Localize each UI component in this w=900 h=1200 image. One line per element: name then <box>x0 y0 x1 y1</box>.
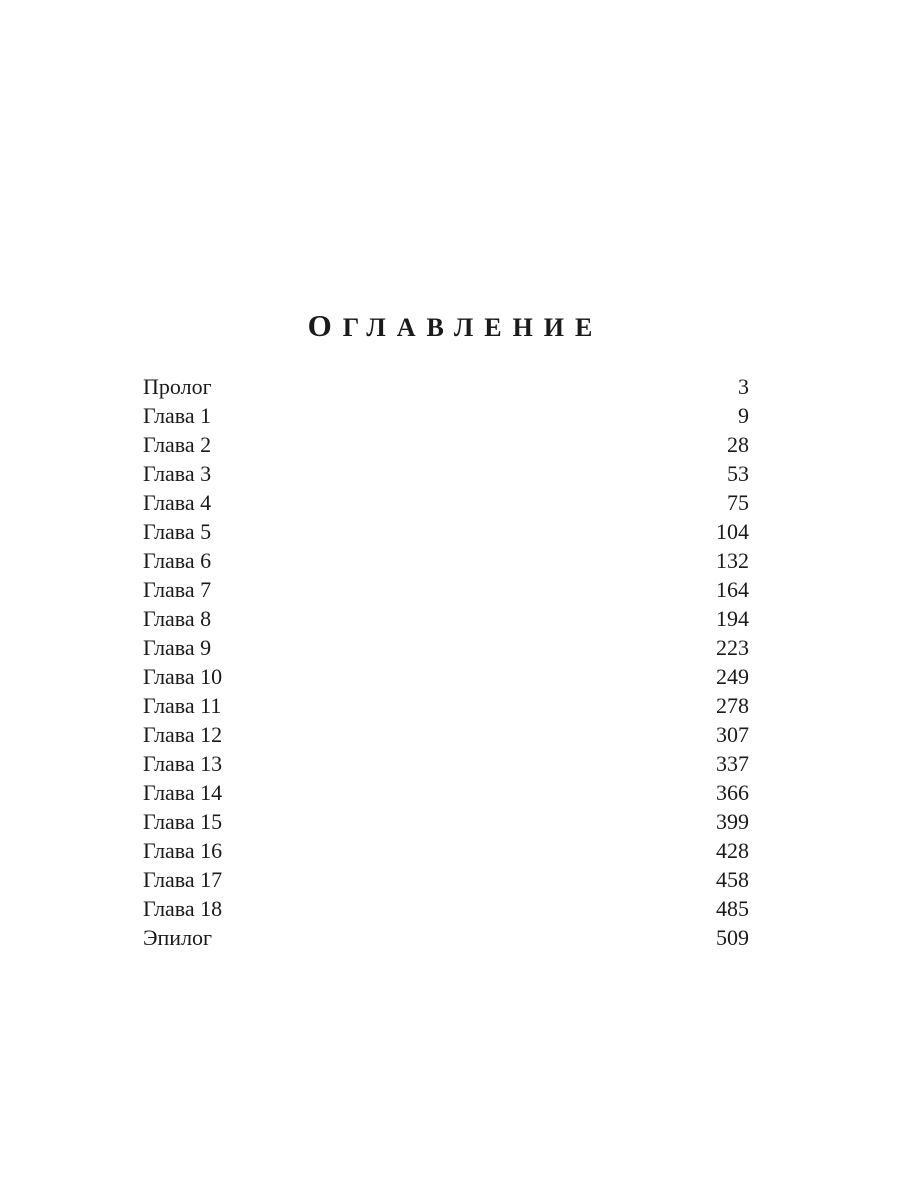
toc-entry[interactable] <box>143 865 749 894</box>
toc-entry-label: Глава 2 <box>143 432 212 457</box>
toc-entry-page-number: 278 <box>716 693 749 718</box>
toc-entry-label: Глава 10 <box>143 664 223 689</box>
toc-entry-page-number: 249 <box>716 664 749 689</box>
toc-entry[interactable] <box>143 430 749 459</box>
toc-entry-label: Глава 13 <box>143 751 223 776</box>
toc-entry-label: Глава 12 <box>143 722 223 747</box>
toc-entry-page-number: 337 <box>716 751 749 776</box>
toc-entry-page-number: 509 <box>716 925 749 950</box>
toc-entry-label: Глава 7 <box>143 577 212 602</box>
toc-entry-label: Пролог <box>143 374 212 399</box>
toc-entry[interactable] <box>143 807 749 836</box>
toc-entry[interactable] <box>143 894 749 923</box>
toc-entry[interactable] <box>143 372 749 401</box>
toc-entry[interactable] <box>143 604 749 633</box>
toc-entry-page-number: 307 <box>716 722 749 747</box>
toc-entry-label: Глава 11 <box>143 693 222 718</box>
toc-entry-page-number: 132 <box>716 548 749 573</box>
toc-entry[interactable] <box>143 836 749 865</box>
toc-entry-label: Глава 1 <box>143 403 212 428</box>
toc-entry-page-number: 28 <box>727 432 749 457</box>
toc-entry[interactable] <box>143 488 749 517</box>
toc-entry-label: Глава 17 <box>143 867 223 892</box>
toc-entry-label: Глава 5 <box>143 519 212 544</box>
toc-entry-label: Глава 3 <box>143 461 212 486</box>
toc-entry[interactable] <box>143 546 749 575</box>
toc-entry-label: Глава 6 <box>143 548 212 573</box>
toc-entry-label: Глава 16 <box>143 838 223 863</box>
toc-entry[interactable] <box>143 633 749 662</box>
toc-entry-page-number: 223 <box>716 635 749 660</box>
toc-entry-page-number: 366 <box>716 780 749 805</box>
toc-entry-label: Глава 14 <box>143 780 223 805</box>
toc-entry-page-number: 458 <box>716 867 749 892</box>
toc-entry-page-number: 9 <box>738 403 749 428</box>
toc-entry[interactable] <box>143 459 749 488</box>
toc-entry[interactable] <box>143 575 749 604</box>
toc-entry-label: Глава 18 <box>143 896 223 921</box>
toc-entry-label: Эпилог <box>143 925 213 950</box>
toc-entry-page-number: 3 <box>738 374 749 399</box>
toc-entry-page-number: 53 <box>727 461 749 486</box>
toc-entry[interactable] <box>143 691 749 720</box>
toc-entry-label: Глава 15 <box>143 809 223 834</box>
toc-entry-label: Глава 9 <box>143 635 212 660</box>
toc-entry[interactable] <box>143 662 749 691</box>
toc-list <box>143 372 749 952</box>
toc-entry-page-number: 75 <box>727 490 749 515</box>
toc-entry[interactable] <box>143 720 749 749</box>
toc-entry-page-number: 104 <box>716 519 749 544</box>
toc-entry-page-number: 485 <box>716 896 749 921</box>
toc-entry[interactable] <box>143 923 749 952</box>
toc-entry-label: Глава 8 <box>143 606 212 631</box>
toc-entry-page-number: 194 <box>716 606 749 631</box>
toc-entry-label: Глава 4 <box>143 490 212 515</box>
toc-entry-page-number: 164 <box>716 577 749 602</box>
toc-entry-page-number: 399 <box>716 809 749 834</box>
toc-entry[interactable] <box>143 401 749 430</box>
toc-entry[interactable] <box>143 778 749 807</box>
toc-entry[interactable] <box>143 517 749 546</box>
page-title: ОГЛАВЛЕНИЕ <box>307 308 604 343</box>
toc-entry-page-number: 428 <box>716 838 749 863</box>
toc-entry[interactable] <box>143 749 749 778</box>
